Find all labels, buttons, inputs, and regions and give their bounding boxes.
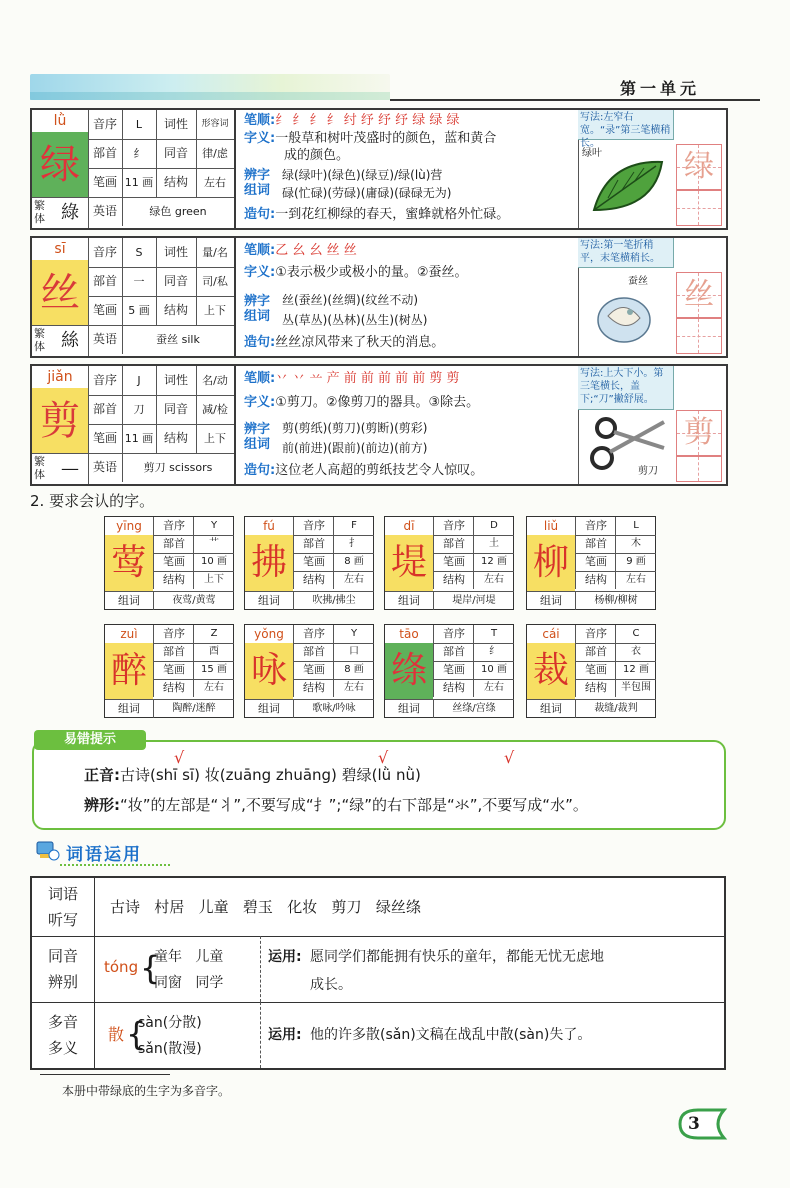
info-key: 同音	[156, 139, 197, 168]
info-key: 笔画	[433, 661, 474, 680]
error-tips-box	[32, 740, 726, 830]
recognize-card	[384, 624, 514, 718]
char-info-table	[88, 366, 236, 484]
distinguish-1: 绿(绿叶)(绿色)(绿豆)/绿(lù)营	[282, 168, 443, 182]
sentence-label: 造句:	[244, 207, 276, 222]
stroke-order-label: 笔顺:	[244, 243, 276, 258]
traditional-value: —	[61, 458, 79, 479]
char-pinyin: zuì	[120, 627, 138, 641]
char-pinyin: yīng	[116, 519, 142, 533]
info-value: 量/名	[202, 246, 228, 259]
footnote: 本册中带绿底的生字为多音字。	[62, 1084, 231, 1098]
page-number-badge	[676, 1108, 728, 1140]
table-row-polyphone	[32, 1002, 724, 1068]
info-value: 11 画	[122, 424, 157, 453]
info-key: 笔画	[293, 553, 334, 572]
row-label: 听写	[47, 911, 78, 929]
info-key: 部首	[575, 535, 616, 554]
distinguish-label: 辨字	[244, 422, 271, 437]
info-value: 8 画	[333, 661, 374, 680]
info-value: L	[122, 110, 157, 139]
info-value: 艹	[193, 535, 234, 554]
words-label: 组词	[385, 699, 433, 718]
traditional-label: 繁体	[34, 455, 45, 481]
stroke-order: 纟 纟 纟 纟 纣 纾 纾 纾 绿 绿 绿	[275, 113, 460, 128]
char-pinyin: yǒng	[254, 627, 284, 641]
sentence: 一到花红柳绿的春天，蜜蜂就格外忙碌。	[275, 207, 510, 222]
info-key: 笔画	[575, 553, 616, 572]
row-label: 辨别	[47, 973, 78, 991]
info-key: 音序	[575, 625, 616, 644]
distinguish-2: 丛(草丛)(丛林)(丛生)(树丛)	[282, 313, 428, 327]
page-header	[30, 72, 760, 102]
info-value: 左右	[204, 176, 226, 189]
info-key: 词性	[156, 238, 197, 267]
traditional-char	[32, 325, 88, 356]
info-key: 英语	[88, 325, 123, 354]
header-divider	[390, 99, 760, 101]
info-key: 部首	[575, 643, 616, 662]
distinguish-1: 丝(蚕丝)(丝绸)(纹丝不动)	[282, 293, 419, 307]
stroke-order-label: 笔顺:	[244, 371, 276, 386]
writing-grid	[676, 410, 722, 456]
writing-tip	[578, 238, 726, 356]
info-key: 音序	[575, 517, 616, 536]
words-label: 组词	[527, 699, 575, 718]
table-row-dictation	[32, 878, 724, 937]
info-value: T	[473, 625, 514, 644]
meaning: ①表示极少或极小的量。②蚕丝。	[275, 265, 468, 280]
traditional-label: 繁体	[34, 199, 45, 225]
usage-text: 他的许多散(sǎn)文稿在战乱中散(sàn)失了。	[310, 1027, 592, 1043]
info-key: 部首	[88, 139, 123, 168]
unit-title: 第一单元	[619, 79, 700, 98]
info-key: 音序	[433, 625, 474, 644]
info-value: 纟	[473, 643, 514, 662]
char-info-table	[88, 238, 236, 356]
tick-mark: √	[174, 748, 185, 767]
info-value: 刀	[122, 395, 157, 424]
info-key: 部首	[88, 395, 123, 424]
section-title-recognize: 2. 要求会认的字。	[30, 492, 155, 510]
usage-text: 愿同学们都能拥有快乐的童年，都能无忧无虑地	[310, 949, 604, 965]
info-value: 左右	[333, 679, 374, 697]
dashed-divider	[260, 936, 261, 1002]
info-value: D	[473, 517, 514, 536]
words-value: 歌咏/吟咏	[293, 699, 374, 718]
char-pinyin: fú	[263, 519, 275, 533]
words-label: 组词	[105, 591, 153, 610]
pronunciation-label: 正音:	[84, 766, 120, 784]
info-key: 笔画	[88, 296, 123, 325]
info-value: 10 画	[193, 553, 234, 572]
words-label: 组词	[244, 183, 271, 198]
char-detail	[236, 366, 579, 484]
words-label: 组词	[244, 309, 271, 324]
recognize-card	[244, 516, 374, 610]
info-key: 音序	[433, 517, 474, 536]
sentence: 丝丝凉风带来了秋天的消息。	[275, 335, 445, 350]
info-value: 上下	[204, 304, 226, 317]
char-pinyin: tāo	[399, 627, 419, 641]
info-key: 音序	[153, 625, 194, 644]
info-value: 司/私	[202, 275, 228, 288]
sentence-label: 造句:	[244, 335, 276, 350]
big-char: 绿	[32, 132, 88, 198]
tick-mark: √	[378, 748, 389, 767]
info-value: 律/虑	[202, 147, 228, 160]
info-value: 扌	[333, 535, 374, 554]
char-column	[32, 110, 89, 228]
char-detail	[236, 238, 579, 356]
info-value: 左右	[193, 679, 234, 697]
words-value: 堤岸/河堤	[433, 591, 514, 610]
info-value: 上下	[204, 432, 226, 445]
vocabulary-section-title: 词语运用	[66, 845, 142, 865]
meaning: 一般草和树叶茂盛时的颜色，蓝和黄合	[275, 131, 497, 146]
info-value: Y	[193, 517, 234, 536]
words-value: 夜莺/黄莺	[153, 591, 234, 610]
shape-label: 辨形:	[84, 796, 120, 814]
scissors-picture	[578, 410, 674, 482]
dictation-words: 古诗 村居 儿童 碧玉 化妆 剪刀 绿丝绦	[110, 898, 421, 916]
char-column	[32, 366, 89, 484]
usage-label: 运用:	[268, 949, 302, 965]
sentence: 这位老人高超的剪纸技艺令人惊叹。	[275, 463, 484, 478]
char-detail	[236, 110, 579, 228]
words-value: 陶醉/迷醉	[153, 699, 234, 718]
info-key: 音序	[153, 517, 194, 536]
info-key: 结构	[156, 296, 197, 325]
words-value: 杨柳/柳树	[575, 591, 656, 610]
recognize-card	[526, 516, 656, 610]
traditional-label: 繁体	[34, 327, 45, 353]
stroke-order: 乙 幺 幺 丝 丝	[275, 243, 357, 258]
sentence-label: 造句:	[244, 463, 276, 478]
info-value: 9 画	[615, 553, 656, 572]
info-key: 部首	[153, 535, 194, 554]
info-value: L	[615, 517, 656, 536]
writing-tip-text: 写法:第一笔折稍平，末笔横稍长。	[578, 238, 674, 268]
traditional-char	[32, 197, 88, 228]
distinguish-label: 辨字	[244, 294, 271, 309]
big-char: 醉	[105, 643, 153, 699]
meaning-label: 字义:	[244, 265, 276, 280]
info-key: 结构	[153, 571, 194, 589]
char-pinyin: dī	[403, 519, 415, 533]
info-key: 笔画	[293, 661, 334, 680]
row-label: 多音	[47, 1013, 78, 1031]
info-key: 音序	[293, 625, 334, 644]
pronunciation-text: 古诗(shī sī) 妆(zuāng zhuāng) 碧绿(lǜ nǜ)	[120, 766, 421, 784]
info-key: 音序	[88, 366, 123, 395]
big-char: 柳	[527, 535, 575, 591]
meaning-cont: 成的颜色。	[284, 148, 350, 163]
recognize-card	[244, 624, 374, 718]
char-column	[32, 238, 89, 356]
grid-char: 剪	[684, 415, 714, 450]
usage-label: 运用:	[268, 1027, 302, 1043]
shape-text: “妆”的左部是“丬”,不要写成“扌”;“绿”的右下部是“氺”,不要写成“水”。	[120, 796, 588, 814]
info-key: 音序	[88, 238, 123, 267]
usage-text-cont: 成长。	[310, 977, 352, 993]
info-value: Z	[193, 625, 234, 644]
char-pinyin: lǜ	[32, 110, 88, 133]
words-label: 组词	[245, 591, 293, 610]
writing-grid	[676, 272, 722, 318]
info-key: 笔画	[433, 553, 474, 572]
silkworm-picture	[578, 268, 674, 354]
info-key: 结构	[153, 679, 194, 697]
big-char: 拂	[245, 535, 293, 591]
writing-grid-empty	[676, 456, 722, 482]
info-value: 木	[615, 535, 656, 554]
info-value: 12 画	[473, 553, 514, 572]
picture-caption: 绿叶	[582, 148, 602, 159]
info-value: 左右	[473, 679, 514, 697]
info-value: Y	[333, 625, 374, 644]
info-key: 结构	[575, 679, 616, 697]
traditional-char	[32, 453, 88, 484]
words-label: 组词	[527, 591, 575, 610]
info-key: 结构	[575, 571, 616, 589]
row-label: 多义	[47, 1039, 78, 1057]
info-key: 同音	[156, 267, 197, 296]
words-value: 丝绦/宫绦	[433, 699, 514, 718]
picture-caption: 蚕丝	[628, 276, 648, 287]
char-info-table	[88, 110, 236, 228]
info-value: 蚕丝 silk	[156, 333, 200, 346]
info-value: 5 画	[122, 296, 157, 325]
meaning-label: 字义:	[244, 131, 276, 146]
info-key: 部首	[88, 267, 123, 296]
stroke-order: 丷 丷 䒑 产 前 前 前 前 前 剪 剪	[275, 371, 460, 386]
writing-grid-empty	[676, 190, 722, 226]
info-value: 纟	[122, 139, 157, 168]
title-dotted-underline	[60, 864, 170, 866]
grid-char: 丝	[684, 277, 714, 312]
big-char: 绦	[385, 643, 433, 699]
info-value: 上下	[193, 571, 234, 589]
book-computer-icon	[34, 838, 62, 862]
recognize-card	[104, 516, 234, 610]
info-value: 剪刀 scissors	[143, 461, 213, 474]
words-label: 组词	[385, 591, 433, 610]
writing-tip	[578, 366, 726, 484]
info-value: 左右	[615, 571, 656, 589]
info-key: 音序	[293, 517, 334, 536]
info-value: 酉	[193, 643, 234, 662]
info-value: 衣	[615, 643, 656, 662]
info-value: 口	[333, 643, 374, 662]
row-label: 同音	[47, 947, 78, 965]
info-value: 10 画	[473, 661, 514, 680]
homophone-word-1: 童年 儿童	[154, 949, 224, 965]
big-char: 裁	[527, 643, 575, 699]
info-value: 8 画	[333, 553, 374, 572]
word-card-lv	[30, 108, 728, 230]
info-key: 英语	[88, 197, 123, 226]
char-pinyin: cái	[542, 627, 560, 641]
writing-tip-text: 写法:左窄右宽。“录”第三笔横稍长。	[578, 110, 674, 140]
info-value: 减/检	[202, 403, 228, 416]
info-key: 音序	[88, 110, 123, 139]
distinguish-label: 辨字	[244, 168, 271, 183]
info-value: S	[122, 238, 157, 267]
info-key: 部首	[433, 643, 474, 662]
dashed-divider	[260, 1002, 261, 1068]
polyphone-char: 散	[108, 1025, 125, 1044]
info-value: 绿色 green	[149, 205, 207, 218]
info-value: 15 画	[193, 661, 234, 680]
grid-char: 绿	[684, 149, 714, 184]
info-value: 半包围	[615, 679, 656, 697]
reading-1: sàn(分散)	[138, 1015, 202, 1031]
info-key: 词性	[156, 366, 197, 395]
traditional-value: 綠	[61, 202, 79, 223]
char-pinyin: jiǎn	[32, 366, 88, 389]
footnote-rule	[40, 1074, 170, 1075]
big-char: 剪	[32, 388, 88, 454]
recognize-card	[384, 516, 514, 610]
info-value: 左右	[473, 571, 514, 589]
writing-grid-empty	[676, 318, 722, 354]
info-key: 笔画	[88, 168, 123, 197]
traditional-value: 絲	[61, 330, 79, 351]
info-value: 左右	[333, 571, 374, 589]
tick-mark: √	[504, 748, 515, 767]
info-key: 同音	[156, 395, 197, 424]
info-key: 笔画	[88, 424, 123, 453]
row-label: 词语	[47, 885, 78, 903]
info-key: 笔画	[575, 661, 616, 680]
writing-tip	[578, 110, 726, 228]
homophone-word-2: 同窗 同学	[154, 975, 224, 991]
header-banner-image	[30, 74, 390, 100]
info-key: 结构	[293, 679, 334, 697]
error-tips-tag: 易错提示	[34, 730, 146, 750]
big-char: 堤	[385, 535, 433, 591]
char-pinyin: liǔ	[543, 519, 559, 533]
info-key: 词性	[156, 110, 197, 139]
info-value: 11 画	[122, 168, 157, 197]
brace: {	[140, 949, 161, 987]
info-key: 笔画	[153, 553, 194, 572]
words-label: 组词	[244, 437, 271, 452]
words-label: 组词	[105, 699, 153, 718]
char-pinyin: sī	[32, 238, 88, 261]
brace: {	[126, 1015, 147, 1053]
meaning: ①剪刀。②像剪刀的器具。③除去。	[275, 395, 480, 410]
info-key: 结构	[433, 679, 474, 697]
info-key: 结构	[156, 168, 197, 197]
vocabulary-table	[30, 876, 726, 1070]
info-value: J	[122, 366, 157, 395]
info-value: 一	[122, 267, 157, 296]
info-value: 名/动	[202, 374, 228, 387]
info-key: 笔画	[153, 661, 194, 680]
writing-tip-text: 写法:上大下小。第三笔横长，盖下;“刀”撇舒展。	[578, 366, 674, 410]
info-key: 部首	[433, 535, 474, 554]
table-row-homophone	[32, 936, 724, 1003]
distinguish-2: 前(前进)(跟前)(前边)(前方)	[282, 441, 428, 455]
picture-caption: 剪刀	[638, 466, 658, 477]
words-value: 吹拂/拂尘	[293, 591, 374, 610]
homophone-pinyin: tóng	[104, 958, 139, 976]
words-value: 裁缝/裁判	[575, 699, 656, 718]
info-key: 英语	[88, 453, 123, 482]
reading-2: sǎn(散漫)	[138, 1041, 202, 1057]
info-value: 土	[473, 535, 514, 554]
info-key: 结构	[156, 424, 197, 453]
info-value: C	[615, 625, 656, 644]
big-char: 咏	[245, 643, 293, 699]
info-value: F	[333, 517, 374, 536]
page-number: 3	[688, 1114, 700, 1134]
info-key: 部首	[153, 643, 194, 662]
info-key: 结构	[433, 571, 474, 589]
big-char: 莺	[105, 535, 153, 591]
info-key: 部首	[293, 643, 334, 662]
info-key: 部首	[293, 535, 334, 554]
writing-grid	[676, 144, 722, 190]
info-key: 结构	[293, 571, 334, 589]
recognize-card	[104, 624, 234, 718]
big-char: 丝	[32, 260, 88, 326]
meaning-label: 字义:	[244, 395, 276, 410]
distinguish-1: 剪(剪纸)(剪刀)(剪断)(剪彩)	[282, 421, 428, 435]
info-value: 形容词	[201, 119, 229, 129]
words-label: 组词	[245, 699, 293, 718]
distinguish-2: 碌(忙碌)(劳碌)(庸碌)(碌碌无为)	[282, 186, 452, 200]
stroke-order-label: 笔顺:	[244, 113, 276, 128]
word-card-si	[30, 236, 728, 358]
recognize-card	[526, 624, 656, 718]
info-value: 12 画	[615, 661, 656, 680]
word-card-jian	[30, 364, 728, 486]
